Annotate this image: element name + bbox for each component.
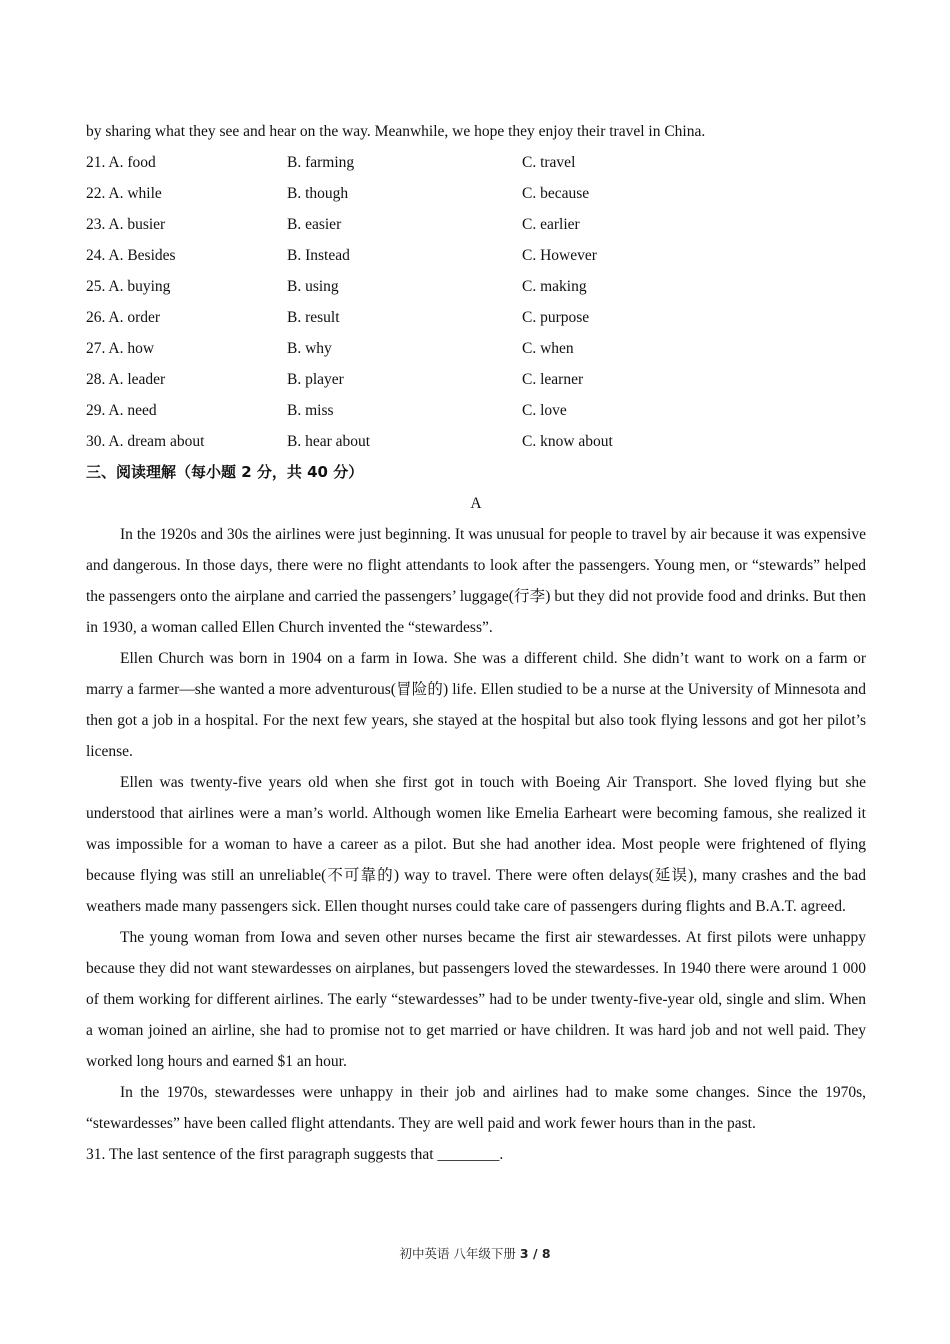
option-b: B. easier [287,216,342,233]
passage-paragraph: Ellen was twenty-five years old when she first got in touch with Boeing Air Transport. She loved flying but she understood that airlines were a man’s world. Although women like Emelia Earheart were becoming famous, she realized it was impossible for a woman to have a career as a pilot. But she had another idea. Most people were frightened of flying because flying was still an unreliable(不可靠的) way to travel. There were often delays(延误), many crashes and the bad weathers made many passengers sick. Ellen thought nurses could take care of passengers during flights and B.A.T. agreed. [86,774,866,915]
intro-line: by sharing what they see and hear on the way. Meanwhile, we hope they enjoy their travel in China. [86,123,706,140]
option-c: C. However [522,247,597,264]
option-a: 30. A. dream about [86,433,205,450]
option-row [86,147,866,178]
option-row [86,364,866,395]
option-a: 27. A. how [86,340,155,357]
options-list [86,147,866,457]
option-c: C. earlier [522,216,580,233]
section-title: 三、阅读理解（每小题 2 分，共 40 分） [86,463,364,481]
option-a: 22. A. while [86,185,162,202]
passage-paragraph: The young woman from Iowa and seven other nurses became the first air stewardesses. At first pilots were unhappy because they did not want stewardesses on airplanes, but passengers loved the stewardesses. In 1940 there were around 1 000 of them working for different airlines. The early “stewardesses” had to be under twenty-five-year old, single and slim. When a woman joined an airline, she had to promise not to get married or have children. It was hard job and not well paid. They worked long hours and earned $1 an hour. [86,929,866,1070]
option-row [86,333,866,364]
option-b: B. using [287,278,339,295]
option-a: 29. A. need [86,402,157,419]
option-a: 23. A. busier [86,216,166,233]
option-c: C. when [522,340,574,357]
option-b: B. miss [287,402,334,419]
option-row [86,395,866,426]
option-a: 21. A. food [86,154,156,171]
page-footer [0,1244,950,1262]
option-row [86,209,866,240]
option-b: B. result [287,309,340,326]
option-c: C. because [522,185,590,202]
option-row [86,426,866,457]
exam-page [86,116,866,1170]
option-a: 26. A. order [86,309,161,326]
option-c: C. making [522,278,587,295]
question-31: 31. The last sentence of the first paragraph suggests that ________. [86,1146,504,1163]
option-a: 24. A. Besides [86,247,176,264]
option-a: 25. A. buying [86,278,171,295]
footer-page-number: 3 / 8 [519,1246,551,1261]
option-c: C. travel [522,154,576,171]
option-row [86,178,866,209]
option-b: B. player [287,371,344,388]
option-c: C. purpose [522,309,590,326]
option-a: 28. A. leader [86,371,166,388]
passage-paragraph: Ellen Church was born in 1904 on a farm in Iowa. She was a different child. She didn’t want to work on a farm or marry a farmer—she wanted a more adventurous(冒险的) life. Ellen studied to be a nurse at the University of Minnesota and then got a job in a hospital. For the next few years, she stayed at the hospital but also took flying lessons and got her pilot’s license. [86,650,866,760]
option-b: B. though [287,185,349,202]
passage-paragraph: In the 1970s, stewardesses were unhappy in their job and airlines had to make some changes. Since the 1970s, “stewardesses” have been called flight attendants. They are well paid and work fewer hours than in the past. [86,1084,866,1132]
option-c: C. learner [522,371,584,388]
option-c: C. know about [522,433,613,450]
option-row [86,271,866,302]
option-b: B. Instead [287,247,350,264]
footer-subject: 初中英语 八年级下册 [399,1246,520,1261]
passage-label: A [470,495,482,512]
option-b: B. hear about [287,433,371,450]
option-b: B. farming [287,154,355,171]
option-c: C. love [522,402,567,419]
option-row [86,240,866,271]
passage-paragraph: In the 1920s and 30s the airlines were just beginning. It was unusual for people to travel by air because it was expensive and dangerous. In those days, there were no flight attendants to look after the passengers. Young men, or “stewards” helped the passengers onto the airplane and carried the passengers’ luggage(行李) but they did not provide food and drinks. But then in 1930, a woman called Ellen Church invented the “stewardess”. [86,526,866,636]
option-row [86,302,866,333]
option-b: B. why [287,340,332,357]
